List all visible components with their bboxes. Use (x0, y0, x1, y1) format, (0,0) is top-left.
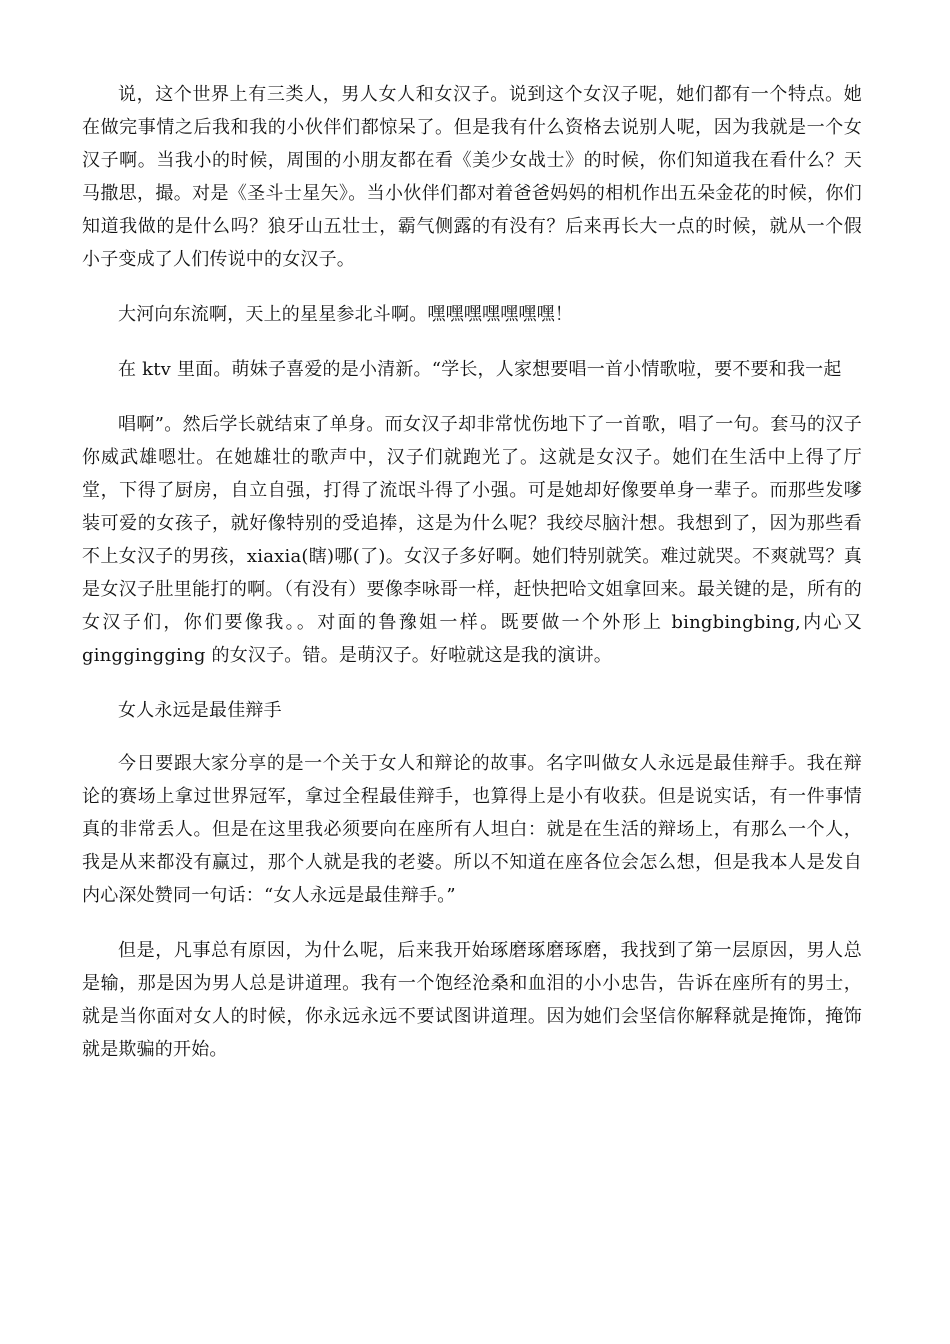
paragraph-debate-intro: 今日要跟大家分享的是一个关于女人和辩论的故事。名字叫做女人永远是最佳辩手。我在辩论的赛场上拿过世界冠军，拿过全程最佳辩手，也算得上是小有收获。但是说实话，有一件事情真的非常丢人。但是在这里我必须要向在座所有人坦白：就是在生活的辩场上，有那么一个人，我是从来都没有赢过，那个人就是我的老婆。所以不知道在座各位会怎么想，但是我本人是发自内心深处赞同一句话：“女人永远是最佳辩手。” (82, 753, 862, 906)
paragraph-debate-reason: 但是，凡事总有原因，为什么呢，后来我开始琢磨琢磨琢磨，我找到了第一层原因，男人总是输，那是因为男人总是讲道理。我有一个饱经沧桑和血泪的小小忠告，告诉在座所有的男士，就是当你面对女人的时候，你永远永远不要试图讲道理。因为她们会坚信你解释就是掩饰，掩饰就是欺骗的开始。 (82, 940, 862, 1060)
paragraph-ktv-continued: 唱啊”。然后学长就结束了单身。而女汉子却非常忧伤地下了一首歌，唱了一句。套马的汉子你威武雄嗯壮。在她雄壮的歌声中，汉子们就跑光了。这就是女汉子。她们在生活中上得了厅堂，下得了厨房，自立自强，打得了流氓斗得了小强。可是她却好像要单身一辈子。而那些发嗲装可爱的女孩子，就好像特别的受追捧，这是为什么呢？我绞尽脑汁想。我想到了，因为那些看不上女汉子的男孩，xiaxia(瞎)哪(了)。女汉子多好啊。她们特别就笑。难过就哭。不爽就骂？真是女汉子肚里能打的啊。（有没有）要像李咏哥一样，赶快把哈文姐拿回来。最关键的是，所有的女汉子们，你们要像我。。对面的鲁豫姐一样。既要做一个外形上 bingbingbing,内心又 ginggingging 的女汉子。错。是萌汉子。好啦就这是我的演讲。 (82, 414, 862, 666)
section-title: 女人永远是最佳辩手 (118, 700, 282, 721)
paragraph-song-lyric: 大河向东流啊，天上的星星参北斗啊。嘿嘿嘿嘿嘿嘿嘿！ (118, 304, 573, 325)
paragraph-intro: 说，这个世界上有三类人，男人女人和女汉子。说到这个女汉子呢，她们都有一个特点。她在做完事情之后我和我的小伙伴们都惊呆了。但是我有什么资格去说别人呢，因为我就是一个女汉子啊。当我小的时候，周围的小朋友都在看《美少女战士》的时候，你们知道我在看什么？天马撒思，撮。对是《圣斗士星矢》。当小伙伴们都对着爸爸妈妈的相机作出五朵金花的时候，你们知道我做的是什么吗？狼牙山五壮士，霸气侧露的有没有？后来再长大一点的时候，就从一个假小子变成了人们传说中的女汉子。 (82, 84, 862, 270)
document-body (82, 78, 862, 1088)
paragraph-ktv: 在 ktv 里面。萌妹子喜爱的是小清新。“学长，人家想要唱一首小情歌啦，要不要和我一起 (118, 359, 842, 380)
